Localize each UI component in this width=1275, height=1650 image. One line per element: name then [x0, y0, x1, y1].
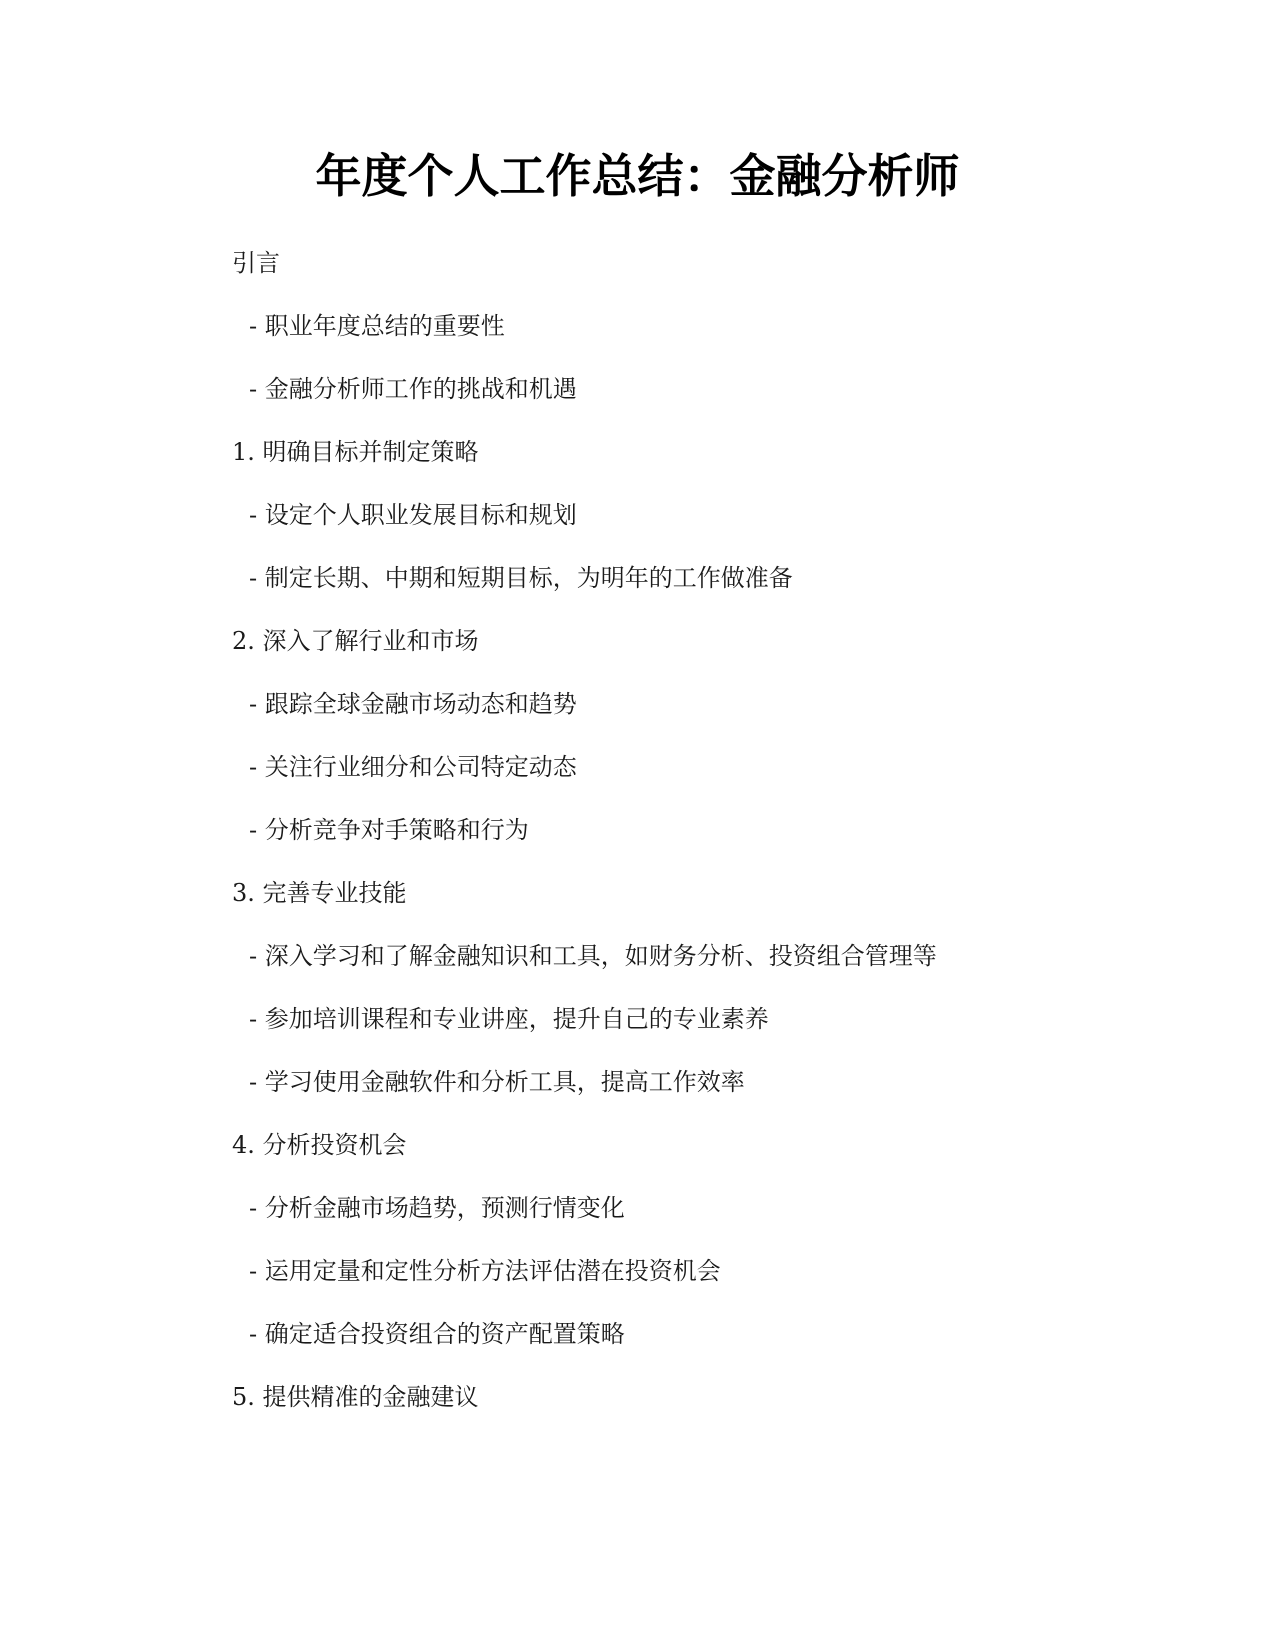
list-item: - 金融分析师工作的挑战和机遇 [249, 375, 577, 403]
list-item: - 职业年度总结的重要性 [249, 312, 505, 340]
section-heading-4: 4. 分析投资机会 [232, 1131, 407, 1159]
list-item: - 设定个人职业发展目标和规划 [249, 501, 577, 529]
list-item: - 关注行业细分和公司特定动态 [249, 753, 577, 781]
list-item: - 运用定量和定性分析方法评估潜在投资机会 [249, 1257, 721, 1285]
section-heading-5: 5. 提供精准的金融建议 [232, 1383, 479, 1411]
list-item: - 参加培训课程和专业讲座，提升自己的专业素养 [249, 1005, 769, 1033]
section-heading-1: 1. 明确目标并制定策略 [232, 438, 479, 466]
list-item: - 确定适合投资组合的资产配置策略 [249, 1320, 625, 1348]
list-item: - 深入学习和了解金融知识和工具，如财务分析、投资组合管理等 [249, 942, 937, 970]
section-heading-2: 2. 深入了解行业和市场 [232, 627, 479, 655]
section-heading-3: 3. 完善专业技能 [232, 879, 407, 907]
section-heading-intro: 引言 [232, 249, 280, 277]
list-item: - 分析竞争对手策略和行为 [249, 816, 529, 844]
list-item: - 跟踪全球金融市场动态和趋势 [249, 690, 577, 718]
list-item: - 分析金融市场趋势，预测行情变化 [249, 1194, 625, 1222]
list-item: - 学习使用金融软件和分析工具，提高工作效率 [249, 1068, 745, 1096]
page-title: 年度个人工作总结：金融分析师 [315, 149, 960, 203]
list-item: - 制定长期、中期和短期目标，为明年的工作做准备 [249, 564, 793, 592]
